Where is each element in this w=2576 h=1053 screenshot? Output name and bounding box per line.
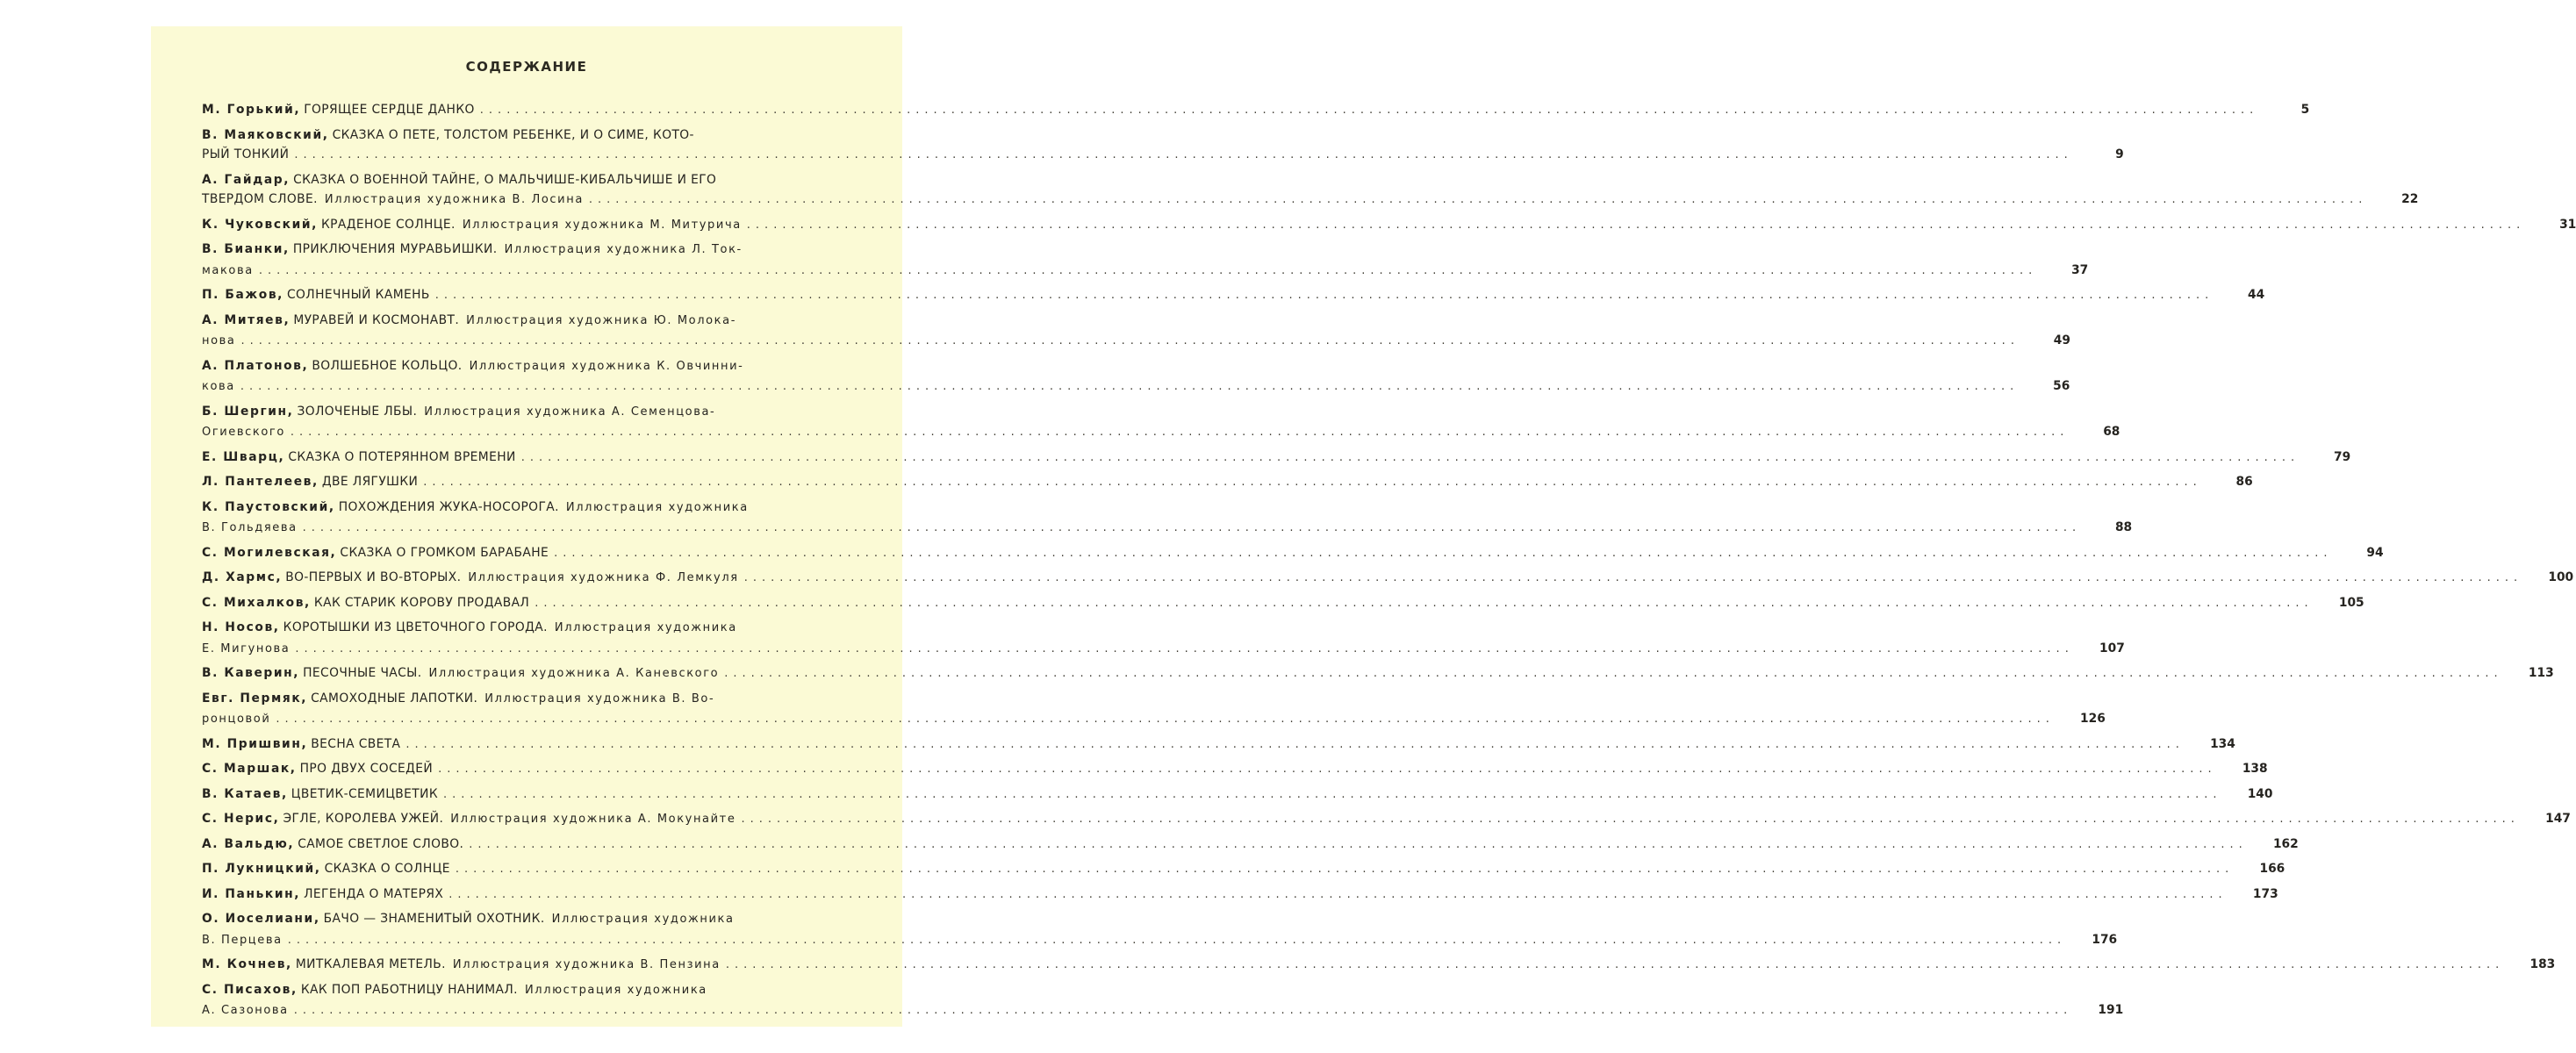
dot-leader: ........................................................................................................................................................................................................ (276, 713, 2055, 726)
toc-page-number: 100 (2548, 570, 2574, 584)
dot-leader: ........................................................................................................................................................................................................ (434, 289, 2214, 302)
dot-leader: ........................................................................................................................................................................................................ (479, 104, 2259, 117)
dot-leader: ........................................................................................................................................................................................................ (302, 521, 2082, 534)
toc-entry (202, 543, 2384, 564)
toc-entry (202, 593, 2364, 614)
toc-work-title: СКАЗКА О ГРОМКОМ БАРАБАНЕ (340, 545, 549, 560)
toc-entry (202, 784, 2273, 806)
toc-entry (202, 955, 2556, 976)
toc-page-number: 113 (2528, 666, 2554, 680)
toc-author: О. Иоселиани, (202, 912, 320, 926)
toc-entry (202, 618, 2125, 659)
toc-page-number: 22 (2401, 192, 2419, 206)
toc-author: В. Бианки, (202, 242, 290, 256)
toc-author: Б. Шергин, (202, 404, 294, 419)
toc-illustration-credit: Иллюстрация художника В. Пензина (452, 958, 721, 971)
toc-entry-line (202, 356, 864, 377)
dot-leader: ........................................................................................................................................................................................................ (294, 148, 2073, 161)
toc-entry (202, 240, 2089, 281)
toc-entry (202, 402, 2120, 443)
toc-work-title: СКАЗКА О ПОТЕРЯННОМ ВРЕМЕНИ (288, 449, 516, 464)
toc-work-title: ЦВЕТИК-СЕМИЦВЕТИК (291, 786, 439, 801)
toc-author: С. Нерис, (202, 812, 280, 826)
toc-entry (202, 835, 2299, 856)
toc-work-title: ПЕСОЧНЫЕ ЧАСЫ. (303, 666, 422, 680)
toc-work-title: СКАЗКА О СОЛНЦЕ (324, 862, 450, 876)
toc-entry-line (202, 498, 864, 519)
toc-page-number: 31 (2559, 217, 2576, 232)
toc-entry-line (202, 261, 2089, 282)
toc-page-number: 183 (2529, 957, 2556, 971)
toc-entry-line (202, 809, 2571, 830)
toc-work-title: САМОХОДНЫЕ ЛАПОТКИ. (311, 691, 478, 706)
toc-illustration-credit: ронцовой (202, 713, 271, 726)
toc-illustration-credit: нова (202, 334, 236, 347)
toc-entry-line (202, 835, 2299, 856)
toc-author: К. Паустовский, (202, 499, 335, 514)
toc-entry-line (202, 240, 864, 261)
toc-entry (202, 215, 2576, 236)
toc-illustration-credit: В. Перцева (202, 933, 283, 947)
toc-page-number: 68 (2103, 425, 2120, 439)
toc-work-title: КАК ПОП РАБОТНИЦУ НАНИМАЛ. (300, 982, 518, 997)
toc-page-number: 191 (2098, 1003, 2124, 1017)
toc-author: М. Кочнев, (202, 957, 292, 971)
toc-entry-line (202, 311, 864, 332)
toc-page-number: 166 (2259, 862, 2285, 876)
toc-entry-line (202, 170, 864, 190)
toc-work-title: МУРАВЕЙ И КОСМОНАВТ. (293, 312, 460, 327)
toc-author: А. Митяев, (202, 312, 291, 327)
toc-entry-line (202, 402, 864, 423)
toc-entry (202, 311, 2070, 352)
toc-work-title: КРАДЕНОЕ СОЛНЦЕ. (320, 217, 456, 232)
toc-entry-line (202, 215, 2576, 236)
dot-leader: ........................................................................................................................................................................................................ (588, 193, 2368, 206)
dot-leader: ........................................................................................................................................................................................................ (443, 787, 2222, 801)
dot-leader: ........................................................................................................................................................................................................ (240, 380, 2020, 393)
dot-leader: ........................................................................................................................................................................................................ (725, 958, 2505, 971)
toc-page-number: 56 (2053, 379, 2070, 393)
toc-entry (202, 689, 2106, 730)
toc-work-title: СКАЗКА О ПЕТЕ, ТОЛСТОМ РЕБЕНКЕ, И О СИМЕ, КОТО- (332, 127, 694, 142)
toc-work-title: КОРОТЫШКИ ИЗ ЦВЕТОЧНОГО ГОРОДА. (283, 620, 548, 634)
toc-entry (202, 568, 2574, 589)
toc-page-number: 9 (2115, 147, 2124, 161)
toc-illustration-credit: Иллюстрация художника В. Во- (484, 691, 715, 706)
toc-page-number: 140 (2247, 786, 2273, 801)
toc-entry-line (202, 689, 864, 710)
toc-entry (202, 909, 2118, 950)
dot-leader: ........................................................................................................................................................................................................ (448, 887, 2228, 901)
toc-author: Евг. Пермяк, (202, 691, 308, 706)
toc-entry-line (202, 145, 2124, 166)
toc-page-number: 44 (2248, 288, 2265, 302)
toc-illustration-credit: Иллюстрация художника (565, 500, 749, 514)
page-title: СОДЕРЖАНИЕ (465, 59, 588, 75)
toc-page-number: 173 (2252, 886, 2278, 901)
toc-author: Д. Хармс, (202, 570, 283, 584)
toc-author: В. Каверин, (202, 666, 300, 680)
toc-author: К. Чуковский, (202, 217, 318, 232)
toc-author: С. Михалков, (202, 595, 311, 610)
dot-leader: ........................................................................................................................................................................................................ (293, 1004, 2073, 1017)
toc-entry (202, 759, 2268, 780)
dot-leader: ........................................................................................................................................................................................................ (743, 571, 2523, 584)
toc-entry-line (202, 909, 864, 930)
dot-leader: ........................................................................................................................................................................................................ (746, 218, 2526, 232)
toc-illustration-credit: Иллюстрация художника Ю. Молока- (466, 313, 736, 327)
toc-entry-line (202, 518, 2133, 539)
toc-entry (202, 285, 2265, 306)
toc-entry-line (202, 593, 2364, 614)
toc-entry-line (202, 859, 2285, 880)
toc-entry-line (202, 331, 2070, 352)
dot-leader: ........................................................................................................................................................................................................ (240, 334, 2020, 347)
dot-leader: ........................................................................................................................................................................................................ (469, 837, 2248, 851)
toc-illustration-credit: Иллюстрация художника (524, 983, 707, 997)
toc-illustration-credit: Иллюстрация художника А. Семенцова- (424, 405, 716, 419)
toc-entry-line (202, 1000, 2124, 1021)
toc-entry (202, 448, 2351, 469)
toc-work-title: ВО-ПЕРВЫХ И ВО-ВТОРЫХ. (285, 570, 462, 584)
toc-illustration-credit: Иллюстрация художника А. Мокунайте (450, 813, 736, 826)
toc-entry-line (202, 759, 2268, 780)
toc-entry-line (202, 734, 2235, 756)
toc-work-title: КАК СТАРИК КОРОВУ ПРОДАВАЛ (313, 595, 530, 610)
toc-illustration-credit: Иллюстрация художника Ф. Лемкуля (468, 571, 739, 584)
dot-leader: ........................................................................................................................................................................................................ (295, 641, 2074, 655)
toc-work-title: ВОЛШЕБНОЕ КОЛЬЦО. (312, 358, 463, 373)
toc-entry-line (202, 568, 2574, 589)
toc-work-title: БАЧО — ЗНАМЕНИТЫЙ ОХОТНИК. (323, 912, 545, 926)
dot-leader: ........................................................................................................................................................................................................ (405, 737, 2185, 751)
toc-illustration-credit: Иллюстрация художника В. Лосина (324, 193, 584, 206)
toc-work-title: ПОХОЖДЕНИЯ ЖУКА-НОСОРОГА. (338, 499, 559, 514)
toc-author: Л. Пантелеев, (202, 475, 319, 489)
toc-page-number: 79 (2333, 449, 2351, 464)
dot-leader: ........................................................................................................................................................................................................ (455, 863, 2235, 876)
toc-author: П. Лукницкий, (202, 862, 321, 876)
toc-author: П. Бажов, (202, 288, 283, 302)
toc-page-number: 134 (2210, 736, 2235, 751)
toc-author: С. Могилевская, (202, 545, 337, 560)
dot-leader: ........................................................................................................................................................................................................ (724, 667, 2503, 680)
toc-illustration-credit: Иллюстрация художника (551, 913, 735, 926)
dot-leader: ........................................................................................................................................................................................................ (520, 450, 2300, 464)
toc-illustration-credit: Иллюстрация художника А. Каневского (428, 667, 720, 680)
dot-leader: ........................................................................................................................................................................................................ (423, 476, 2202, 489)
toc-work-title: СКАЗКА О ВОЕННОЙ ТАЙНЕ, О МАЛЬЧИШЕ-КИБАЛЬЧИШЕ И ЕГО (293, 172, 717, 187)
toc-entry (202, 734, 2235, 756)
toc-page-number: 49 (2053, 333, 2070, 347)
toc-work-title: ТВЕРДОМ СЛОВЕ. (202, 192, 318, 206)
toc-entry-line (202, 100, 2310, 121)
toc-work-title: ЗОЛОЧЕНЫЕ ЛБЫ. (297, 404, 418, 419)
toc-page-number: 126 (2080, 712, 2106, 726)
dot-leader: ........................................................................................................................................................................................................ (290, 426, 2070, 439)
toc-entry (202, 980, 2124, 1021)
dot-leader: ........................................................................................................................................................................................................ (535, 596, 2314, 610)
toc-entry-line (202, 955, 2556, 976)
toc-entry (202, 472, 2253, 493)
toc-page-number: 107 (2099, 641, 2125, 655)
toc-entry (202, 356, 2070, 398)
toc-illustration-credit: Е. Мигунова (202, 641, 291, 655)
toc-illustration-credit: А. Сазонова (202, 1004, 289, 1017)
toc-page-number: 162 (2272, 836, 2299, 851)
toc-page-number: 86 (2235, 475, 2253, 489)
toc-entry (202, 663, 2554, 684)
toc-entry-line (202, 980, 864, 1001)
toc-author: А. Гайдар, (202, 172, 291, 187)
toc-illustration-credit: Огиевского (202, 426, 285, 439)
toc-page-number: 5 (2300, 103, 2310, 117)
toc-page-number: 138 (2242, 762, 2268, 776)
toc-author: С. Маршак, (202, 762, 297, 776)
toc-illustration-credit: Иллюстрация художника (554, 621, 737, 634)
toc-illustration-credit: Иллюстрация художника К. Овчинни- (469, 359, 744, 373)
toc-author: С. Писахов, (202, 982, 298, 997)
toc-entry-line (202, 125, 864, 146)
toc-work-title: ДВЕ ЛЯГУШКИ (321, 475, 419, 489)
toc-illustration-credit: Иллюстрация художника Л. Ток- (504, 243, 743, 256)
dot-leader: ........................................................................................................................................................................................................ (258, 263, 2038, 277)
toc-illustration-credit: кова (202, 380, 235, 393)
toc-work-title: ПРИКЛЮЧЕНИЯ МУРАВЬИШКИ. (292, 242, 498, 256)
toc-work-title: ЭГЛЕ, КОРОЛЕВА УЖЕЙ. (283, 812, 444, 826)
toc-work-title: ГОРЯЩЕЕ СЕРДЦЕ ДАНКО (304, 103, 475, 117)
table-of-contents (202, 100, 2576, 1026)
toc-author: И. Панькин, (202, 886, 301, 901)
toc-author: В. Катаев, (202, 786, 288, 801)
toc-entry-line (202, 663, 2554, 684)
toc-illustration-credit: В. Гольдяева (202, 521, 298, 534)
dot-leader: ........................................................................................................................................................................................................ (287, 933, 2067, 947)
toc-entry-line (202, 376, 2070, 398)
toc-entry-line (202, 285, 2265, 306)
toc-author: А. Платонов, (202, 358, 309, 373)
toc-entry (202, 170, 2419, 211)
toc-entry-line (202, 930, 2118, 951)
toc-entry (202, 498, 2133, 539)
toc-page-number: 105 (2338, 595, 2364, 610)
book-page (151, 26, 2576, 1027)
toc-author: А. Вальдю, (202, 836, 295, 851)
toc-page-number: 176 (2092, 932, 2118, 947)
toc-entry (202, 100, 2310, 121)
toc-work-title: СОЛНЕЧНЫЙ КАМЕНЬ (287, 288, 430, 302)
toc-page-number: 147 (2545, 812, 2571, 826)
toc-entry-line (202, 885, 2278, 906)
toc-entry-line (202, 543, 2384, 564)
toc-entry-line (202, 448, 2351, 469)
toc-author: Н. Носов, (202, 620, 280, 634)
toc-work-title: ВЕСНА СВЕТА (311, 736, 401, 751)
toc-entry-line (202, 422, 2120, 443)
toc-work-title: ЛЕГЕНДА О МАТЕРЯХ (304, 886, 444, 901)
toc-illustration-credit: Иллюстрация художника М. Митурича (462, 218, 742, 232)
toc-author: М. Пришвин, (202, 736, 308, 751)
toc-entry (202, 885, 2278, 906)
toc-work-title: РЫЙ ТОНКИЙ (202, 147, 290, 161)
toc-entry (202, 809, 2571, 830)
toc-entry (202, 125, 2124, 166)
toc-author: В. Маяковский, (202, 127, 329, 142)
dot-leader: ........................................................................................................................................................................................................ (741, 813, 2520, 826)
toc-entry-line (202, 472, 2253, 493)
toc-entry-line (202, 618, 864, 639)
toc-author: М. Горький, (202, 103, 301, 117)
toc-work-title: САМОЕ СВЕТЛОЕ СЛОВО. (298, 836, 464, 851)
toc-entry-line (202, 709, 2106, 730)
dot-leader: ........................................................................................................................................................................................................ (554, 546, 2333, 560)
toc-entry-line (202, 784, 2273, 806)
toc-page-number: 94 (2366, 545, 2384, 560)
dot-leader: ........................................................................................................................................................................................................ (438, 763, 2217, 776)
toc-work-title: МИТКАЛЕВАЯ МЕТЕЛЬ. (295, 957, 446, 971)
toc-illustration-credit: макова (202, 263, 254, 277)
toc-entry-line (202, 639, 2125, 660)
toc-page-number: 88 (2114, 520, 2133, 534)
toc-work-title: ПРО ДВУХ СОСЕДЕЙ (299, 762, 434, 776)
toc-author: Е. Шварц, (202, 449, 285, 464)
toc-entry (202, 859, 2285, 880)
toc-entry-line (202, 190, 2419, 211)
toc-page-number: 37 (2071, 262, 2089, 277)
